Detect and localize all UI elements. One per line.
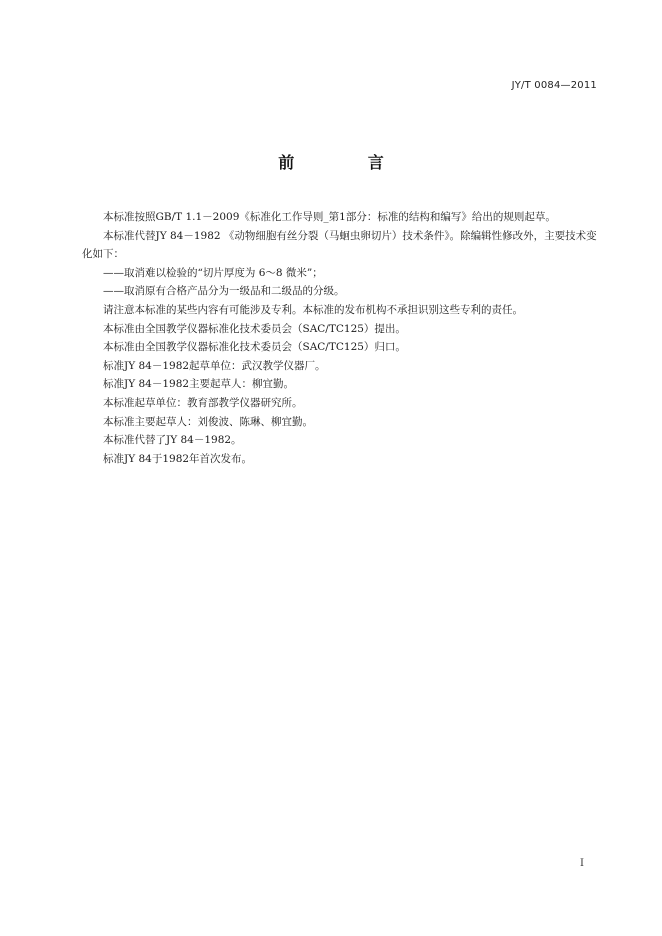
standard-code-header: JY/T 0084—2011 <box>511 80 597 91</box>
paragraph-first-published: 标准JY 84于1982年首次发布。 <box>103 452 253 465</box>
paragraph-original-drafter-unit: 标准JY 84－1982起草单位：武汉教学仪器厂。 <box>103 359 326 372</box>
paragraph-drafting-rules: 本标准按照GB/T 1.1－2009《标准化工作导则_第1部分：标准的结构和编写》给出的规则起草。 <box>103 211 556 223</box>
page-title: 前 言 <box>278 153 418 172</box>
paragraph-patent-notice: 请注意本标准的某些内容有可能涉及专利。本标准的发布机构不承担识别这些专利的责任。 <box>103 303 523 316</box>
list-item-change-1: ——取消难以检验的“切片厚度为 6～8 微米”； <box>103 266 323 279</box>
paragraph-replaces-standard: 本标准代替JY 84－1982 《动物细胞有丝分裂（马蛔虫卵切片）技术条件》。除编辑性修改外，主要技术变化如下： <box>82 229 597 261</box>
page-number: I <box>580 858 584 869</box>
paragraph-replaces: 本标准代替了JY 84－1982。 <box>103 434 242 447</box>
paragraph-main-drafters: 本标准主要起草人：刘俊波、陈琳、柳宜勤。 <box>103 415 313 428</box>
paragraph-original-drafter: 标准JY 84－1982主要起草人：柳宜勤。 <box>103 378 295 391</box>
list-item-change-2: ——取消原有合格产品分为一级品和二级品的分级。 <box>103 285 345 298</box>
paragraph-drafting-unit: 本标准起草单位：教育部教学仪器研究所。 <box>103 396 303 409</box>
paragraph-under-jurisdiction: 本标准由全国教学仪器标准化技术委员会（SAC/TC125）归口。 <box>103 341 406 354</box>
paragraph-proposed-by: 本标准由全国教学仪器标准化技术委员会（SAC/TC125）提出。 <box>103 322 406 335</box>
foreword-body <box>82 208 597 468</box>
